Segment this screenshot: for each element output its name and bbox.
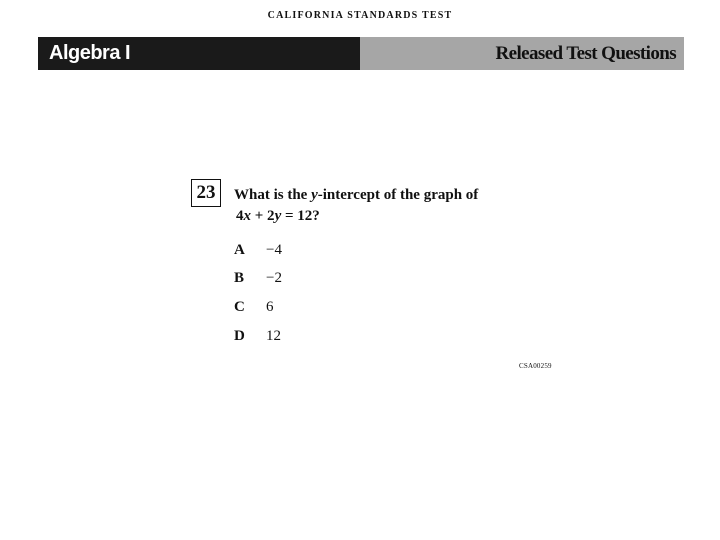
equation-var-y: y (274, 208, 282, 224)
choice-value: 6 (266, 298, 274, 315)
answer-choice-b[interactable] (234, 268, 282, 288)
answer-choice-c[interactable] (234, 297, 274, 317)
question-number-box: 23 (191, 179, 221, 207)
header-banner (38, 37, 684, 70)
choice-value: −2 (266, 269, 282, 286)
choice-letter: D (234, 327, 245, 344)
question-variable: y (311, 187, 318, 203)
question-stem (234, 185, 534, 227)
choice-letter: B (234, 269, 245, 286)
question-text-end: -intercept of the graph of (317, 187, 479, 203)
test-title: CALIFORNIA STANDARDS TEST (267, 10, 453, 21)
subject-title: Algebra I (38, 37, 360, 70)
equation-plus: + 2 (251, 208, 275, 224)
item-code: CSA00259 (519, 362, 552, 370)
section-title: Released Test Questions (360, 37, 684, 70)
choice-value: 12 (266, 327, 281, 344)
question-line-1 (234, 185, 534, 206)
answer-choice-d[interactable] (234, 326, 281, 346)
choice-value: −4 (266, 241, 282, 258)
question-equation (234, 206, 534, 227)
answer-choice-a[interactable] (234, 240, 282, 260)
equation-var-x: x (243, 208, 251, 224)
equation-rest: = 12? (281, 208, 320, 224)
choice-letter: C (234, 298, 245, 315)
choice-letter: A (234, 241, 245, 258)
question-text-start: What is the (234, 187, 312, 203)
equation-coef-x: 4 (236, 208, 244, 224)
